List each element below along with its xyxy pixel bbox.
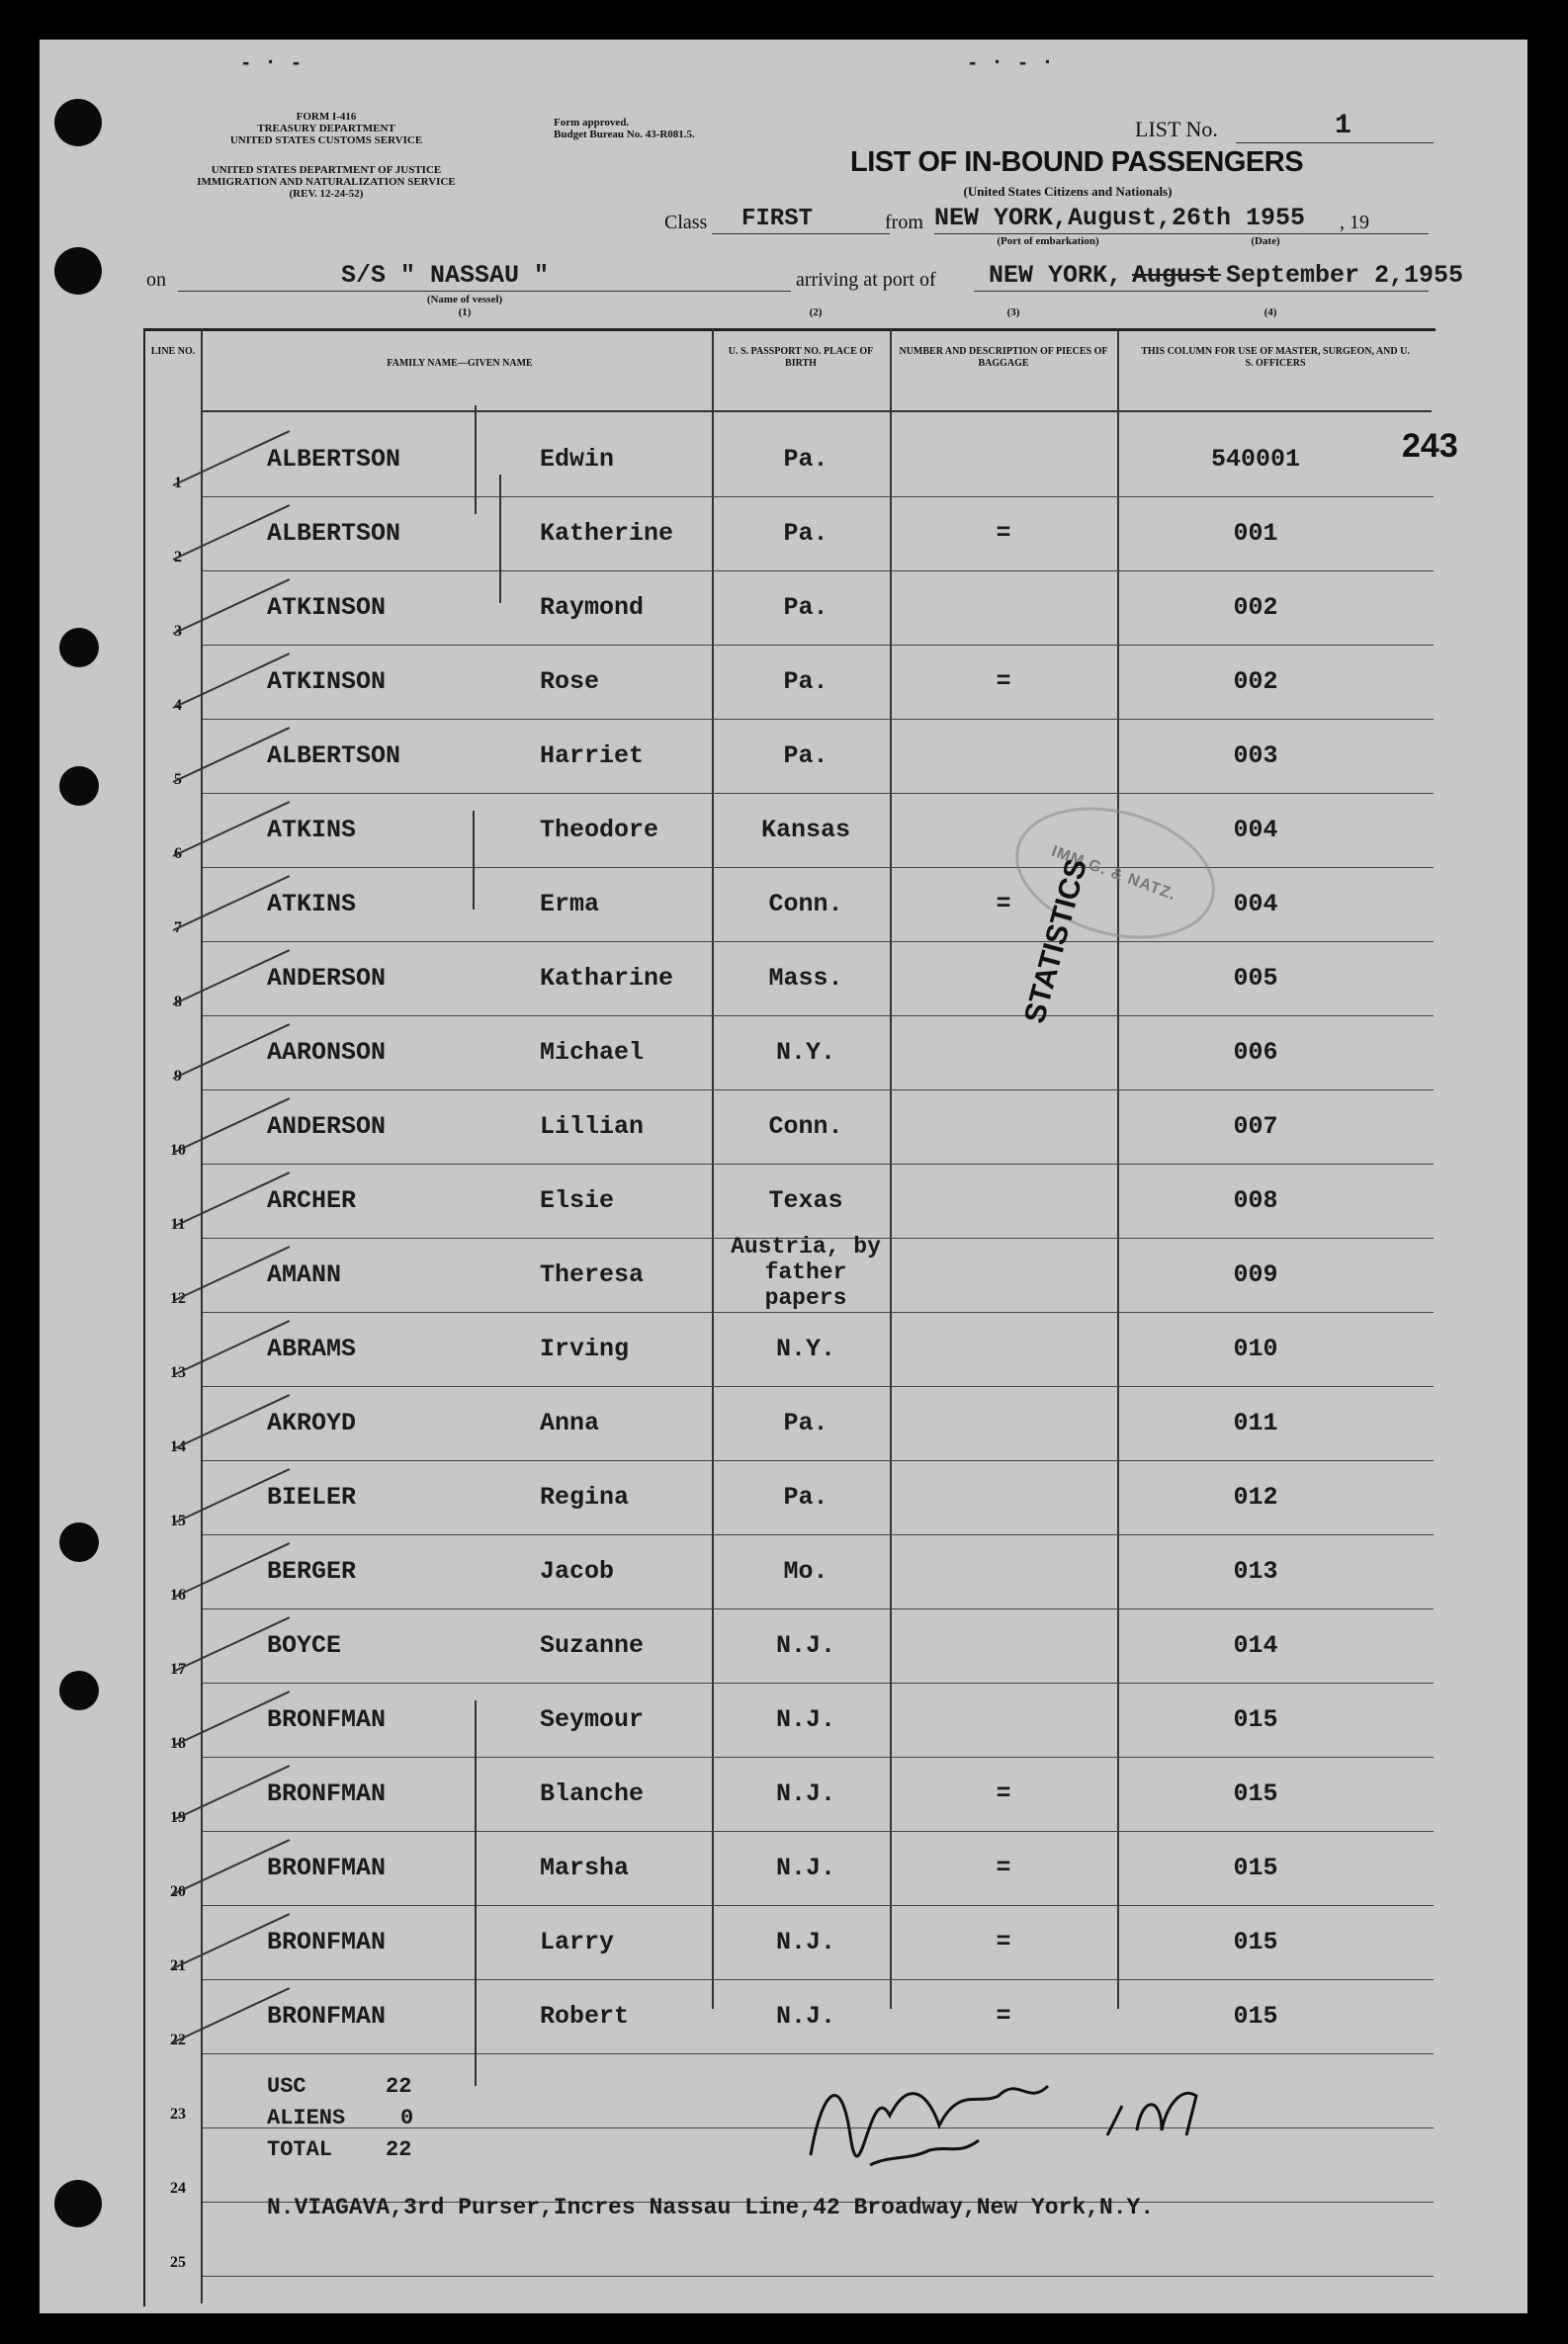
given-name: Anna [540,1409,600,1437]
row-divider [203,1460,1434,1461]
usc-label: USC [267,2074,306,2099]
vessel-underline [178,291,791,292]
bracket-mark [473,811,475,910]
aliens-value: 0 [400,2106,414,2130]
col-num-1: (1) [458,306,472,318]
header-divider [201,410,1432,412]
on-label: on [146,269,166,291]
baggage: = [996,1854,1011,1882]
officer-number: 001 [1233,519,1278,548]
row-number: 5 [174,771,182,788]
given-name: Blanche [540,1780,645,1808]
row-divider [203,1608,1434,1609]
row-divider [203,1757,1434,1758]
place-of-birth: Pa. [783,741,828,770]
ins-service: IMMIGRATION AND NATURALIZATION SERVICE [197,176,456,188]
justice-department: UNITED STATES DEPARTMENT OF JUSTICE [211,164,442,176]
place-of-birth: N.J. [775,1928,835,1956]
col-num-2: (2) [809,306,823,318]
usc-value: 22 [386,2074,412,2099]
scan-mark: - · - · [969,49,1058,74]
given-name: Regina [540,1483,630,1512]
officer-number: 008 [1233,1186,1278,1215]
initials-text [1107,2086,1177,2116]
row-number: 21 [170,1957,186,1974]
immigration-stamp-text: IMM.G. & NATZ. [1049,842,1178,905]
given-name: Irving [540,1335,630,1363]
row-divider [203,1312,1434,1313]
bracket-mark [499,475,501,603]
purser-line: N.VIAGAVA,3rd Purser,Incres Nassau Line,42 Broadway,New York,N.Y. [267,2195,1155,2220]
baggage: = [996,890,1011,918]
row-number: 7 [174,919,182,936]
place-of-birth: Pa. [783,445,828,474]
vessel-name: S/S " NASSAU " [341,261,550,290]
vessel-caption: (Name of vessel) [426,294,503,305]
row-divider [203,793,1434,794]
officer-number: 011 [1233,1409,1278,1437]
officer-number: 014 [1233,1631,1278,1660]
family-name: BRONFMAN [267,1928,387,1956]
punch-hole [59,766,99,806]
signature-drawing [781,2037,1256,2195]
family-name: ATKINSON [267,593,387,622]
family-name: ARCHER [267,1186,357,1215]
col-header-officers: THIS COLUMN FOR USE OF MASTER, SURGEON, AND U. S. OFFICERS [1141,346,1410,369]
place-of-birth: Conn. [768,890,843,918]
officer-number: 013 [1233,1557,1278,1586]
justice-block [138,164,514,200]
class-underline [712,233,890,234]
row-number: 11 [170,1216,186,1233]
row-divider [203,570,1434,571]
place-of-birth: N.J. [775,1780,835,1808]
row-number: 10 [170,1142,186,1159]
given-name: Theodore [540,816,659,844]
family-name: BRONFMAN [267,1705,387,1734]
date-caption: (Date) [1251,235,1280,247]
row-divider [203,719,1434,720]
row-divider [203,1015,1434,1016]
from-value: NEW YORK,August,26th 1955 [934,204,1306,232]
given-name: Edwin [540,445,615,474]
bracket-mark [475,405,477,514]
baggage: = [996,519,1011,548]
total-value: 22 [386,2137,412,2162]
row-divider [203,1683,1434,1684]
given-name: Harriet [540,741,645,770]
family-name: BRONFMAN [267,1780,387,1808]
family-name: ATKINS [267,890,357,918]
row-divider [203,2276,1434,2277]
place-of-birth: Austria, by father papers [731,1234,881,1311]
row-number: 20 [170,1883,186,1900]
given-name: Lillian [540,1112,645,1141]
revision: (REV. 12-24-52) [289,188,364,200]
family-name: ALBERTSON [267,445,401,474]
baggage: = [996,667,1011,696]
given-name: Robert [540,2002,630,2031]
place-of-birth: N.J. [775,1705,835,1734]
family-name: ANDERSON [267,964,387,993]
given-name: Michael [540,1038,645,1067]
officer-number: 006 [1233,1038,1278,1067]
officer-number: 004 [1233,816,1278,844]
officer-number: 009 [1233,1260,1278,1289]
row-number: 4 [174,697,182,714]
place-of-birth: Pa. [783,519,828,548]
family-name: ATKINSON [267,667,387,696]
arriving-struck-month: August [1132,261,1222,290]
row-number: 12 [170,1290,186,1307]
punch-hole [54,2180,102,2227]
punch-hole [59,1671,99,1710]
class-value: FIRST [741,206,814,232]
family-name: ALBERTSON [267,741,401,770]
family-name: ABRAMS [267,1335,357,1363]
officer-number: 003 [1233,741,1278,770]
given-name: Erma [540,890,600,918]
punch-hole [59,628,99,667]
officer-number: 015 [1233,1928,1278,1956]
row-divider [203,1979,1434,1980]
officer-number: 015 [1233,2002,1278,2031]
list-no-value: 1 [1335,111,1351,141]
officer-number: 012 [1233,1483,1278,1512]
officer-number: 015 [1233,1780,1278,1808]
place-of-birth: N.Y. [775,1335,835,1363]
row-number: 16 [170,1587,186,1604]
col-divider [201,328,203,2303]
row-divider [203,1831,1434,1832]
total-label: TOTAL [267,2137,333,2162]
row-number: 25 [170,2254,186,2271]
col-header-name: FAMILY NAME—GIVEN NAME [387,358,533,369]
family-name: ALBERTSON [267,519,401,548]
row-number: 17 [170,1661,186,1678]
given-name: Suzanne [540,1631,645,1660]
given-name: Seymour [540,1705,645,1734]
row-number: 3 [174,623,182,640]
place-of-birth: Mo. [783,1557,828,1586]
treasury-department: TREASURY DEPARTMENT [257,123,395,134]
row-number: 2 [174,549,182,565]
list-no-underline [1236,142,1434,143]
officer-number: 015 [1233,1854,1278,1882]
page-title: LIST OF IN-BOUND PASSENGERS [850,146,1304,178]
place-of-birth: Texas [768,1186,843,1215]
arriving-label: arriving at port of [796,269,936,291]
family-name: BRONFMAN [267,2002,387,2031]
officer-number: 002 [1233,593,1278,622]
officer-number: 007 [1233,1112,1278,1141]
col-header-baggage: NUMBER AND DESCRIPTION OF PIECES OF BAGGAGE [899,346,1108,369]
baggage: = [996,1780,1011,1808]
place-of-birth: Conn. [768,1112,843,1141]
row-divider [203,1089,1434,1090]
row-number: 19 [170,1809,186,1826]
place-of-birth: Pa. [783,593,828,622]
form-approved: Form approved. [554,117,630,129]
from-label: from [885,212,923,233]
given-name: Katharine [540,964,674,993]
place-of-birth: Pa. [783,1483,828,1512]
given-name: Katherine [540,519,674,548]
page-subtitle: (United States Citizens and Nationals) [963,184,1173,199]
family-name: AMANN [267,1260,342,1289]
officer-number: 004 [1233,890,1278,918]
row-number: 14 [170,1438,186,1455]
place-of-birth: Pa. [783,667,828,696]
place-of-birth: Mass. [768,964,843,993]
given-name: Rose [540,667,600,696]
row-divider [203,1534,1434,1535]
col-header-line: LINE NO. [150,346,196,357]
row-divider [203,1386,1434,1387]
family-name: ANDERSON [267,1112,387,1141]
baggage: = [996,2002,1011,2031]
row-number: 15 [170,1513,186,1529]
place-of-birth: Kansas [760,816,850,844]
punch-hole [59,1522,99,1562]
bracket-mark [475,1700,477,2086]
row-divider [203,941,1434,942]
family-name: AKROYD [267,1409,357,1437]
family-name: BRONFMAN [267,1854,387,1882]
officer-number: 005 [1233,964,1278,993]
punch-hole [54,247,102,295]
punch-hole [54,99,102,146]
signature-text [830,2076,999,2106]
form-info-block [188,111,465,146]
family-name: BOYCE [267,1631,342,1660]
given-name: Larry [540,1928,615,1956]
officer-number: 010 [1233,1335,1278,1363]
officer-number: 540001 [1210,445,1300,474]
row-number: 9 [174,1068,182,1085]
aliens-label: ALIENS [267,2106,346,2130]
officer-number: 015 [1233,1705,1278,1734]
family-name: AARONSON [267,1038,387,1067]
row-number: 22 [170,2032,186,2048]
row-number: 24 [170,2180,186,2197]
place-of-birth: Pa. [783,1409,828,1437]
col-num-3: (3) [1006,306,1020,318]
row-number: 6 [174,845,182,862]
family-name: BIELER [267,1483,357,1512]
col-num-4: (4) [1263,306,1277,318]
given-name: Jacob [540,1557,615,1586]
place-of-birth: N.J. [775,1631,835,1660]
scan-mark: - · - [242,49,306,74]
row-number: 1 [174,475,182,491]
row-number: 23 [170,2106,186,2123]
officer-number: 002 [1233,667,1278,696]
row-number: 8 [174,994,182,1010]
col-header-passport: U. S. PASSPORT NO. PLACE OF BIRTH [728,346,874,369]
form-number: FORM I-416 [296,111,357,123]
port-embarkation-caption: (Port of embarkation) [997,235,1099,247]
row-number: 13 [170,1364,186,1381]
customs-service: UNITED STATES CUSTOMS SERVICE [229,134,423,146]
place-of-birth: N.Y. [775,1038,835,1067]
from-year-suffix: , 19 [1340,212,1369,233]
baggage: = [996,1928,1011,1956]
approval-block [554,117,791,140]
given-name: Elsie [540,1186,615,1215]
arriving-date: September 2,1955 [1226,261,1464,290]
given-name: Theresa [540,1260,645,1289]
row-divider [203,645,1434,646]
page-number: 243 [1402,427,1458,465]
list-no-label: LIST No. [1135,117,1218,141]
row-divider [203,867,1434,868]
class-label: Class [664,212,708,233]
place-of-birth: N.J. [775,1854,835,1882]
family-name: BERGER [267,1557,357,1586]
budget-number: Budget Bureau No. 43-R081.5. [554,129,695,140]
arriving-port: NEW YORK, [989,261,1123,290]
given-name: Raymond [540,593,645,622]
place-of-birth: N.J. [775,2002,835,2031]
row-divider [203,1905,1434,1906]
row-number: 18 [170,1735,186,1752]
given-name: Marsha [540,1854,630,1882]
statistics-stamp: STATISTICS [1018,855,1094,1027]
arriving-underline [974,291,1429,292]
row-divider [203,1164,1434,1165]
family-name: ATKINS [267,816,357,844]
row-divider [203,496,1434,497]
